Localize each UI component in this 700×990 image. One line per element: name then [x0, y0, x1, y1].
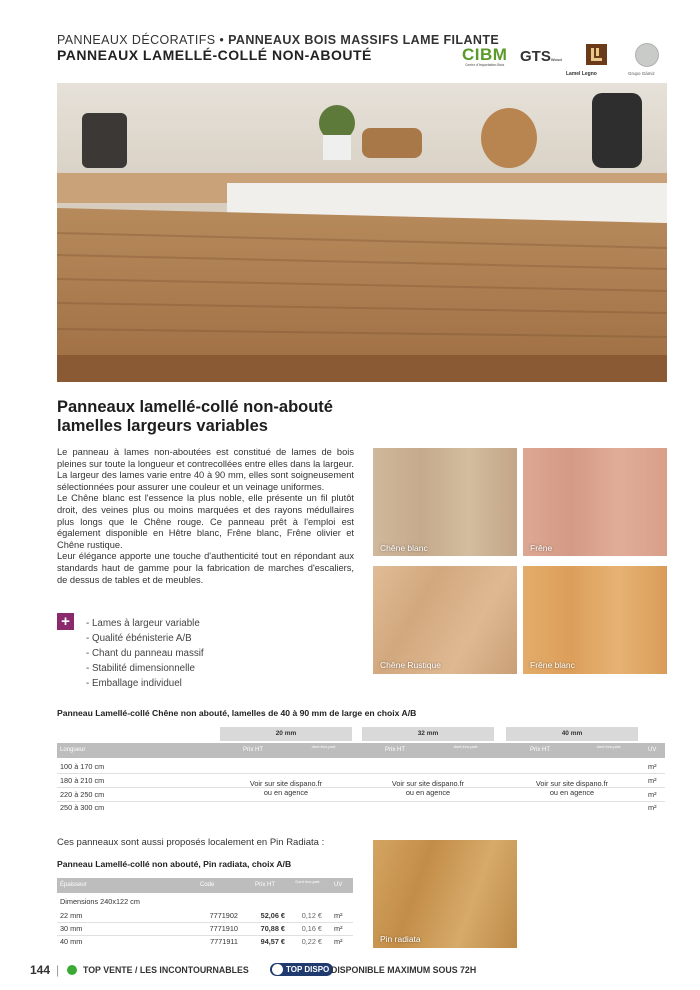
- availability-note: [508, 779, 636, 797]
- table-row-thickness: 30 mm: [60, 924, 83, 933]
- clock-icon: [272, 964, 283, 975]
- table-row-price: 70,88 €: [260, 924, 285, 933]
- table-row-length: 220 à 250 cm: [60, 790, 105, 799]
- table-oak-header-row: [57, 743, 665, 758]
- swatch-label: Frêne blanc: [530, 660, 575, 670]
- grupo-gamiz-logo-text: Grupo Gámiz: [628, 71, 655, 76]
- thickness-header: Épaisseur: [60, 882, 87, 888]
- feature-item: - Chant du panneau massif: [86, 648, 204, 659]
- table-pine-title: Panneau Lamellé-collé non abouté, Pin radiata, choix A/B: [57, 859, 292, 869]
- availability-note: [364, 779, 492, 797]
- lamel-legno-logo-mark: [586, 44, 607, 65]
- grupo-gamiz-logo-mark: [635, 43, 659, 67]
- table-oak-title: Panneau Lamellé-collé Chêne non abouté, lamelles de 40 à 90 mm de large en choix A/B: [57, 708, 417, 718]
- page-title: PANNEAUX LAMELLÉ-COLLÉ NON-ABOUTÉ: [57, 47, 372, 63]
- table-row-code: 7771902: [209, 911, 238, 920]
- swatch-label: Chêne Rustique: [380, 660, 441, 670]
- swatch-chene-rustique: [373, 566, 517, 674]
- availability-note: [222, 779, 350, 797]
- product-title-line-2: lamelles largeurs variables: [57, 417, 268, 435]
- breadcrumb-bullet: •: [219, 33, 225, 47]
- feature-item: - Qualité ébénisterie A/B: [86, 633, 192, 644]
- cibm-logo: [462, 45, 507, 67]
- top-vente-label: TOP VENTE / LES INCONTOURNABLES: [83, 965, 249, 975]
- cibm-logo-subtext: Centre d'Importation Bois: [465, 63, 505, 67]
- swatch-label: Chêne blanc: [380, 543, 428, 553]
- subcategory-label: PANNEAUX BOIS MASSIFS LAME FILANTE: [228, 33, 500, 47]
- table-row-uv: m²: [334, 937, 343, 946]
- description-paragraph: Le panneau à lames non-aboutées est constitué de lames de bois pleines sur toute la longueur et contrecollées entre elles dans la largeur. La largeur des lames varie entre 40 à 90 mm, elles sont soigneusement sélectionnées pour assurer une couleur et un veinage uniformes.: [57, 447, 354, 492]
- table-row-uv: m²: [648, 762, 657, 771]
- hero-photo-kitchen-worktop: [57, 83, 667, 382]
- table-row-uv: m²: [648, 776, 657, 785]
- gts-logo-text: GTS: [520, 48, 551, 65]
- table-row-thickness: 22 mm: [60, 911, 83, 920]
- availability-line: Voir sur site dispano.fr: [535, 779, 609, 788]
- table-row-uv: m²: [648, 803, 657, 812]
- table-row-thickness: 40 mm: [60, 937, 83, 946]
- table-row-code: 7771910: [209, 924, 238, 933]
- description-paragraph: Leur élégance apporte une touche d'authenticité tout en répondant aux standards haut de gamme pour la fabrication de marches d'escaliers, de dessus de tables et de meubles.: [57, 551, 354, 585]
- swatch-label: Pin radiata: [380, 934, 421, 944]
- top-dispo-badge: [270, 963, 333, 976]
- eco-header: dont éco-part.: [311, 744, 337, 749]
- description-paragraph: Le Chêne blanc est l'essence la plus noble, elle présente un fil plutôt droit, des veines plus ou moins marquées et des rayons médullaires plus longs que le Chêne rouge. Ce panneau prêt à l'emploi est également disponible en Hêtre blanc, Frêne blanc, Frêne olivier et Chêne rustique.: [57, 493, 354, 550]
- eco-header: Dont éco-part.: [295, 879, 321, 884]
- table-row-uv: m²: [334, 924, 343, 933]
- availability-line: ou en agence: [405, 788, 451, 797]
- row-divider: [57, 773, 665, 774]
- thickness-label: 32 mm: [417, 730, 439, 737]
- cibm-logo-text: CIBM: [462, 45, 508, 64]
- gts-logo-subtext: Wood: [550, 57, 562, 62]
- table-row-eco: 0,16 €: [301, 924, 322, 933]
- worktop-illustration: [57, 83, 667, 382]
- lamel-legno-icon: [586, 44, 607, 65]
- feature-item: - Lames à largeur variable: [86, 618, 200, 629]
- page-number: 144: [30, 963, 51, 977]
- gts-logo: [520, 48, 562, 66]
- eco-header: dont éco-part.: [453, 744, 479, 749]
- table-row-length: 250 à 300 cm: [60, 803, 105, 812]
- lamel-legno-logo-text: Lamel Legno: [566, 71, 597, 77]
- swatch-frene: [523, 448, 667, 556]
- table-row-price: 94,57 €: [260, 937, 285, 946]
- price-header: Prix HT: [385, 747, 405, 753]
- code-header: Code: [200, 882, 215, 888]
- row-divider: [57, 922, 353, 923]
- availability-line: ou en agence: [549, 788, 595, 797]
- swatch-label: Frêne: [530, 543, 553, 553]
- price-header: Prix HT: [255, 882, 275, 888]
- row-divider: [57, 801, 665, 802]
- product-title: [57, 398, 333, 436]
- feature-item: - Stabilité dimensionnelle: [86, 663, 195, 674]
- dimensions-label: Dimensions 240x122 cm: [60, 897, 140, 906]
- product-description: [57, 447, 354, 586]
- availability-line: ou en agence: [263, 788, 309, 797]
- table-row-uv: m²: [648, 790, 657, 799]
- feature-list: [86, 616, 204, 691]
- table-row-eco: 0,12 €: [301, 911, 322, 920]
- top-vente-dot-icon: [67, 965, 77, 975]
- availability-line: Voir sur site dispano.fr: [391, 779, 465, 788]
- table-row-eco: 0,22 €: [301, 937, 322, 946]
- table-row-uv: m²: [334, 911, 343, 920]
- table-row-code: 7771911: [210, 937, 238, 946]
- footer-separator: |: [56, 963, 60, 977]
- swatch-pin-radiata: [373, 840, 517, 948]
- product-title-line-1: Panneaux lamellé-collé non-abouté: [57, 398, 333, 416]
- thickness-label: 40 mm: [561, 730, 583, 737]
- length-header: Longueur: [60, 747, 86, 753]
- eco-header: dont éco-part.: [596, 744, 622, 749]
- swatch-frene-blanc: [523, 566, 667, 674]
- table-row-length: 180 à 210 cm: [60, 776, 105, 785]
- uv-header: UV: [648, 747, 657, 753]
- thickness-label: 20 mm: [275, 730, 297, 737]
- plus-icon: +: [57, 613, 74, 630]
- swatch-chene-blanc: [373, 448, 517, 556]
- table-row-price: 52,06 €: [260, 911, 285, 920]
- top-dispo-badge-label: TOP DISPO: [286, 965, 330, 974]
- table-row-length: 100 à 170 cm: [60, 762, 105, 771]
- feature-item: - Emballage individuel: [86, 678, 182, 689]
- price-header: Prix HT: [243, 747, 263, 753]
- category-label: PANNEAUX DÉCORATIFS: [57, 33, 216, 47]
- availability-line: Voir sur site dispano.fr: [249, 779, 323, 788]
- uv-header: UV: [334, 882, 343, 888]
- top-dispo-label: DISPONIBLE MAXIMUM SOUS 72H: [331, 965, 477, 975]
- row-divider: [57, 935, 353, 936]
- price-header: Prix HT: [530, 747, 550, 753]
- section-breadcrumb: [57, 33, 499, 47]
- pin-radiata-note: Ces panneaux sont aussi proposés localement en Pin Radiata :: [57, 837, 325, 848]
